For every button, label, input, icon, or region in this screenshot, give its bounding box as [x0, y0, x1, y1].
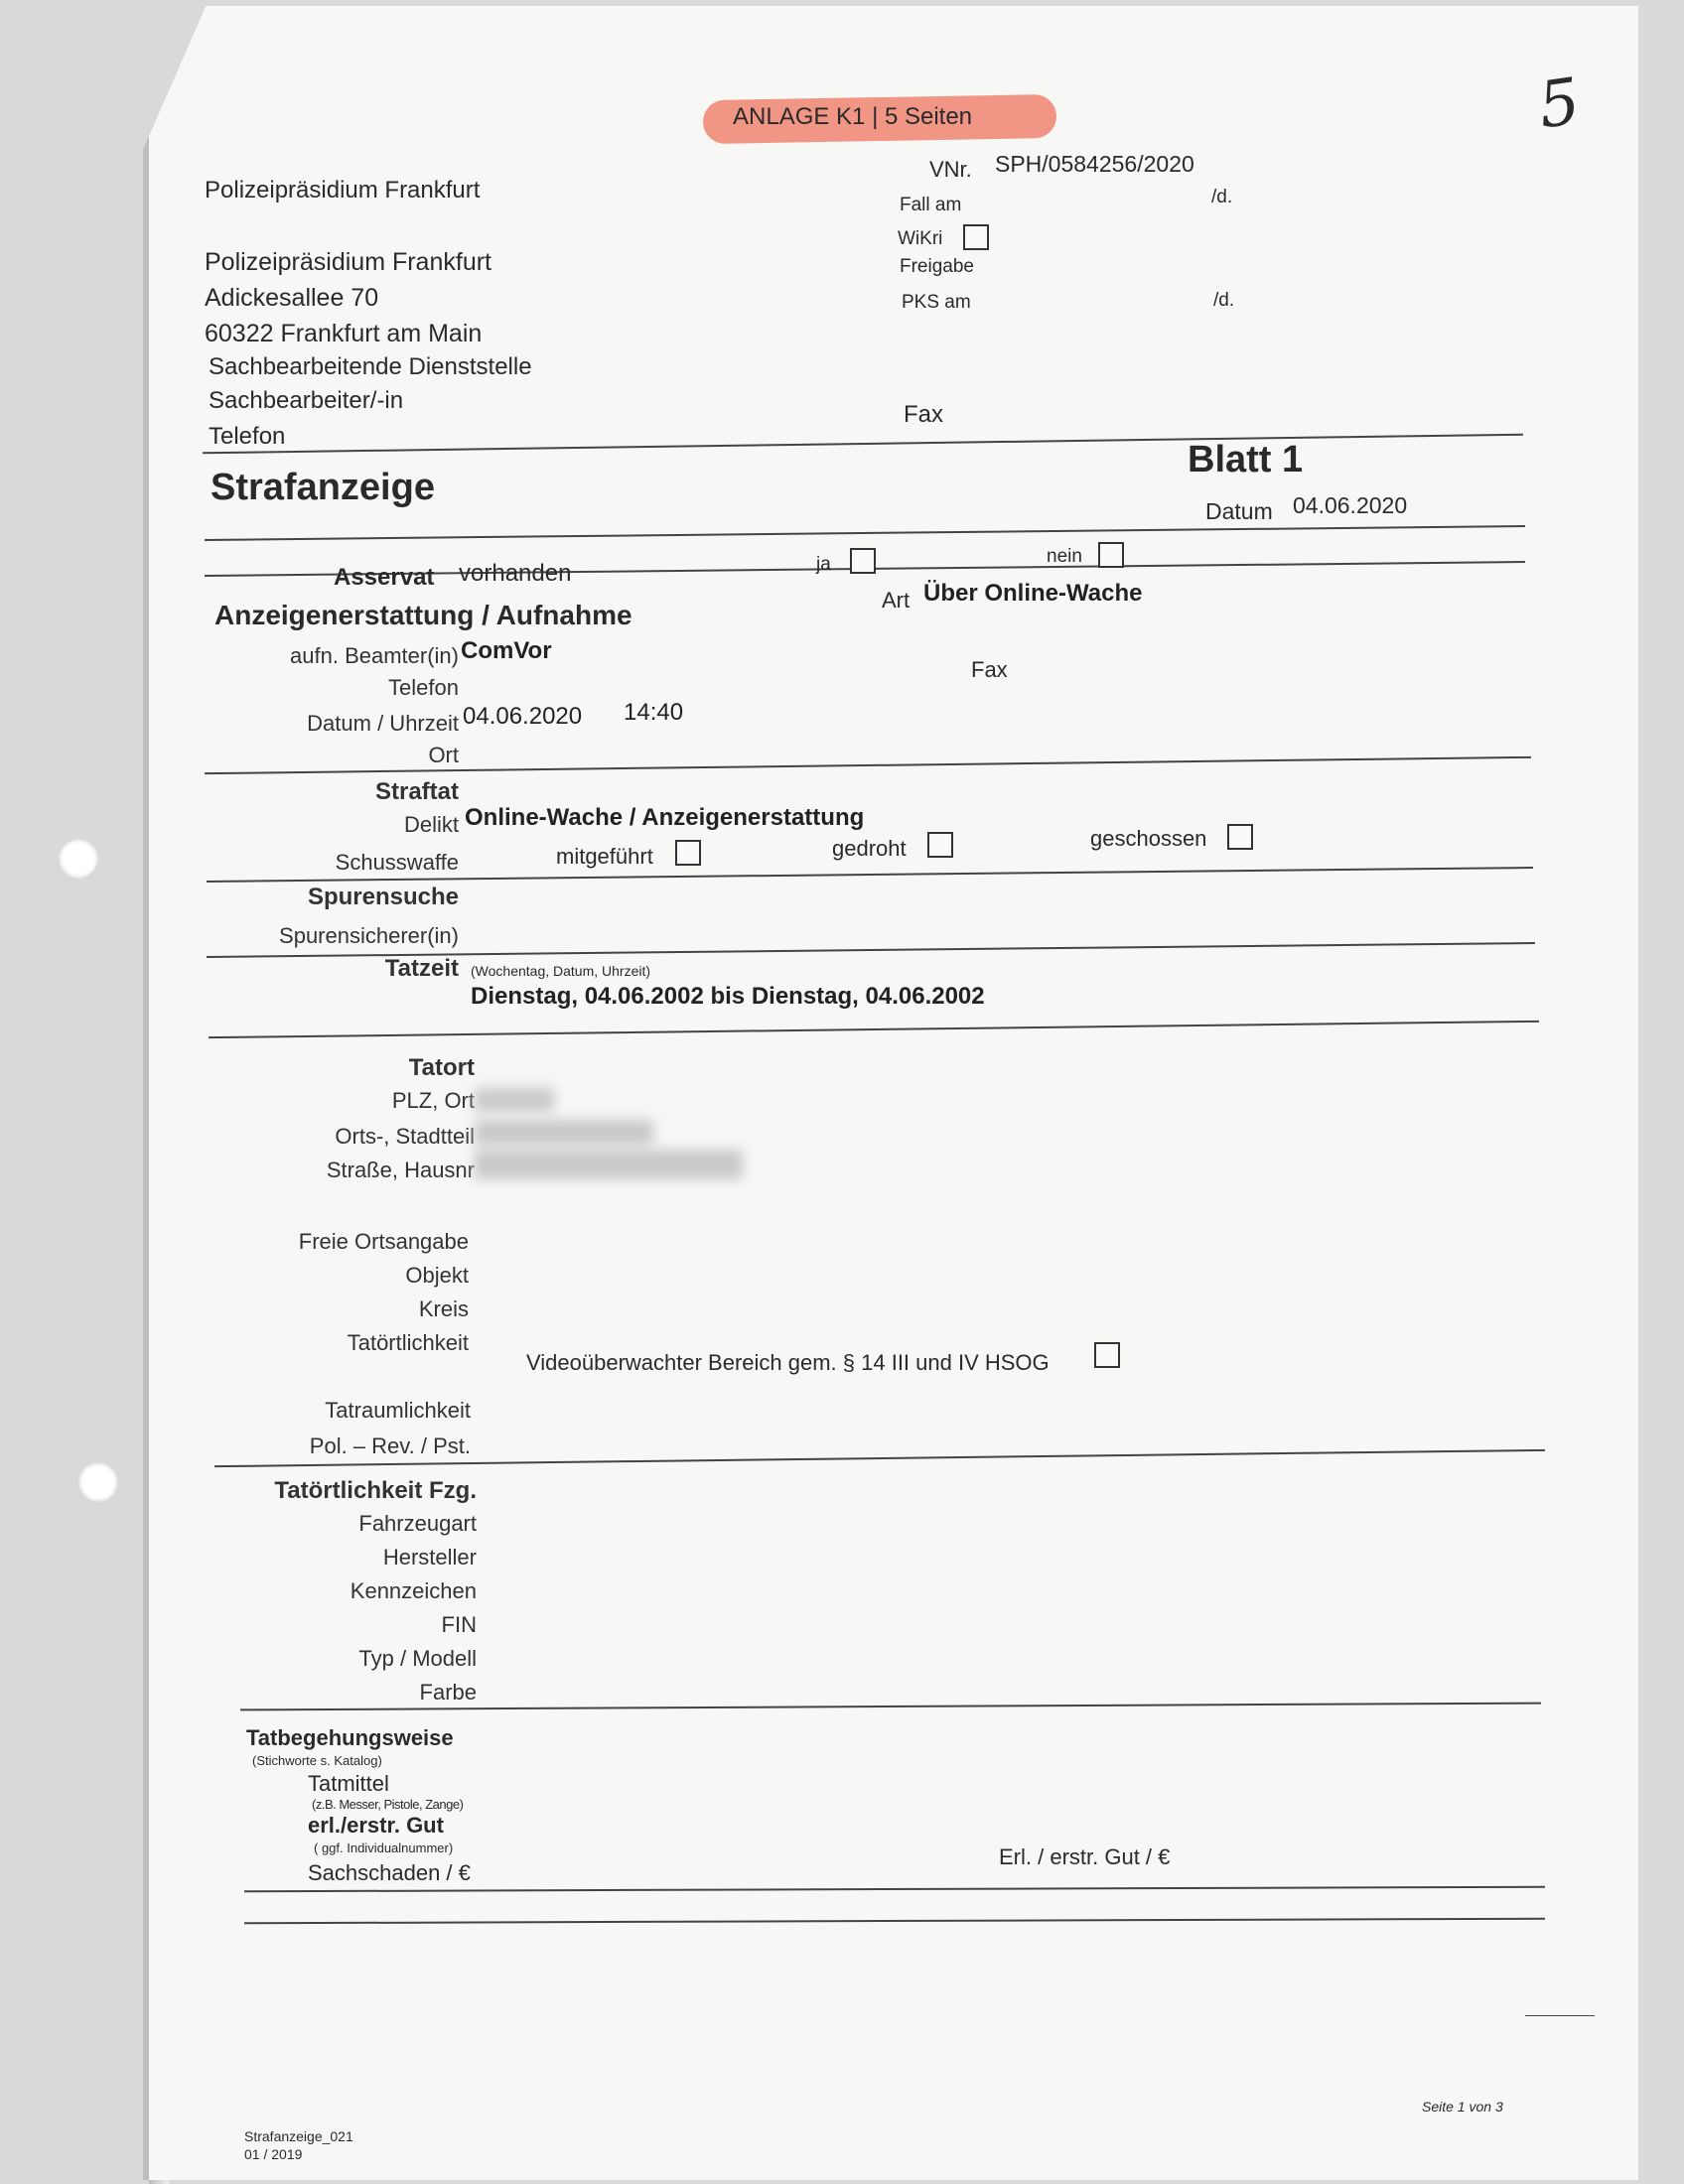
district-label: Orts-, Stadtteil [335, 1124, 475, 1149]
vehicle-heading: Tatörtlichkeit Fzg. [274, 1477, 477, 1504]
pks-slash: /d. [1213, 290, 1235, 311]
handwritten-number: 5 [1534, 65, 1585, 144]
weapon-threatened-checkbox[interactable] [927, 832, 953, 858]
wikri-label: WiKri [898, 228, 943, 249]
divider [209, 1021, 1539, 1038]
anzeige-date-value: 04.06.2020 [463, 703, 583, 730]
vehicle-model-label: Typ / Modell [358, 1646, 477, 1671]
anzeige-fax-label: Fax [971, 657, 1008, 682]
vehicle-maker-label: Hersteller [382, 1545, 477, 1570]
date-value: 04.06.2020 [1293, 492, 1408, 518]
spuren-heading: Spurensuche [307, 884, 459, 910]
document-page [149, 6, 1638, 2180]
address-line: Polizeipräsidium Frankfurt [205, 248, 491, 276]
divider [244, 1918, 1545, 1925]
anzeige-heading: Anzeigenerstattung / Aufnahme [214, 600, 632, 630]
divider [244, 1886, 1545, 1893]
vnr-value: SPH/0584256/2020 [995, 151, 1194, 177]
asservat-no-checkbox[interactable] [1098, 542, 1124, 568]
wikri-checkbox[interactable] [963, 224, 989, 250]
tatort-heading: Tatort [408, 1054, 475, 1081]
county-label: Kreis [418, 1297, 469, 1321]
securer-label: Spurensicherer(in) [279, 923, 459, 948]
punch-hole [77, 1461, 119, 1503]
vehicle-plate-label: Kennzeichen [350, 1578, 477, 1603]
delikt-label: Delikt [403, 812, 459, 837]
anzeige-phone-label: Telefon [388, 675, 459, 700]
divider [203, 434, 1523, 455]
weapon-carried-checkbox[interactable] [675, 840, 701, 866]
straftat-heading: Straftat [374, 778, 459, 805]
delikt-value: Online-Wache / Anzeigenerstattung [465, 804, 865, 831]
asservat-label: Asservat [334, 564, 435, 591]
address-block [205, 244, 491, 351]
asservat-no-label: nein [1047, 546, 1082, 567]
damage-label: Sachschaden / € [308, 1860, 471, 1885]
divider [1525, 2015, 1595, 2016]
date-label: Datum [1205, 498, 1273, 524]
goods-value-label: Erl. / erstr. Gut / € [999, 1844, 1171, 1869]
anzeige-time-value: 14:40 [624, 699, 684, 726]
free-location-label: Freie Ortsangabe [298, 1229, 469, 1254]
divider [205, 756, 1531, 774]
address-line: Adickesallee 70 [205, 284, 379, 312]
datetime-label: Datum / Uhrzeit [307, 711, 459, 736]
method-heading: Tatbegehungsweise [246, 1725, 454, 1750]
tatzeit-value: Dienstag, 04.06.2002 bis Dienstag, 04.06.2002 [471, 983, 985, 1010]
asservat-text: vorhanden [459, 560, 572, 587]
locality-label: Tatörtlichkeit [347, 1330, 469, 1355]
page-title: Strafanzeige [210, 467, 435, 508]
form-date: 01 / 2019 [244, 2146, 303, 2162]
fall-slash: /d. [1211, 187, 1233, 207]
vehicle-fin-label: FIN [441, 1612, 477, 1637]
station-label: Pol. – Rev. / Pst. [309, 1433, 471, 1458]
address-line: 60322 Frankfurt am Main [205, 320, 483, 347]
org-line: Polizeipräsidium Frankfurt [205, 177, 481, 204]
goods-hint: ( ggf. Individualnummer) [314, 1841, 454, 1855]
video-area-label: Videoüberwachter Bereich gem. § 14 III und IV HSOG [526, 1350, 1050, 1375]
asservat-yes-label: ja [816, 554, 831, 575]
officer-label: aufn. Beamter(in) [290, 643, 459, 668]
attachment-label: ANLAGE K1 | 5 Seiten [733, 103, 973, 130]
folded-corner [0, 0, 209, 477]
officer-value: ComVor [461, 637, 552, 664]
method-heading-hint: (Stichworte s. Katalog) [252, 1753, 382, 1768]
freigabe-label: Freigabe [900, 256, 974, 277]
divider [205, 525, 1525, 541]
street-label: Straße, Hausnr [326, 1158, 475, 1182]
pks-label: PKS am [902, 292, 971, 313]
fall-label: Fall am [900, 195, 962, 215]
redacted-district [475, 1120, 653, 1146]
weapon-fired-label: geschossen [1090, 826, 1207, 851]
punch-hole [58, 838, 99, 880]
weapon-fired-checkbox[interactable] [1227, 824, 1253, 850]
means-hint: (z.B. Messer, Pistole, Zange) [312, 1797, 464, 1812]
sheet-number: Blatt 1 [1188, 439, 1304, 480]
fax-label: Fax [904, 401, 944, 428]
vehicle-type-label: Fahrzeugart [358, 1511, 477, 1536]
page-number: Seite 1 von 3 [1422, 2099, 1503, 2115]
redacted-plz [475, 1088, 554, 1112]
weapon-carried-label: mitgeführt [556, 844, 653, 869]
anzeige-place-label: Ort [428, 743, 459, 767]
art-value: Über Online-Wache [923, 580, 1143, 607]
redacted-street [475, 1150, 743, 1179]
weapon-label: Schusswaffe [335, 850, 459, 875]
room-label: Tatraumlichkeit [325, 1398, 471, 1423]
vnr-label: VNr. [929, 157, 972, 182]
asservat-yes-checkbox[interactable] [850, 548, 876, 574]
phone-label: Telefon [209, 423, 286, 450]
means-label: Tatmittel [308, 1771, 389, 1796]
weapon-threatened-label: gedroht [832, 836, 907, 861]
video-area-checkbox[interactable] [1094, 1342, 1120, 1368]
tatzeit-label: Tatzeit [384, 955, 459, 982]
form-id: Strafanzeige_021 [244, 2128, 353, 2144]
clerk-label: Sachbearbeiter/-in [209, 387, 404, 414]
dept-label: Sachbearbeitende Dienststelle [209, 353, 532, 380]
art-label: Art [882, 588, 911, 613]
goods-label: erl./erstr. Gut [308, 1813, 444, 1838]
object-label: Objekt [405, 1263, 469, 1288]
vehicle-color-label: Farbe [419, 1680, 477, 1705]
plz-label: PLZ, Ort [391, 1088, 475, 1113]
tatzeit-hint: (Wochentag, Datum, Uhrzeit) [471, 963, 651, 979]
